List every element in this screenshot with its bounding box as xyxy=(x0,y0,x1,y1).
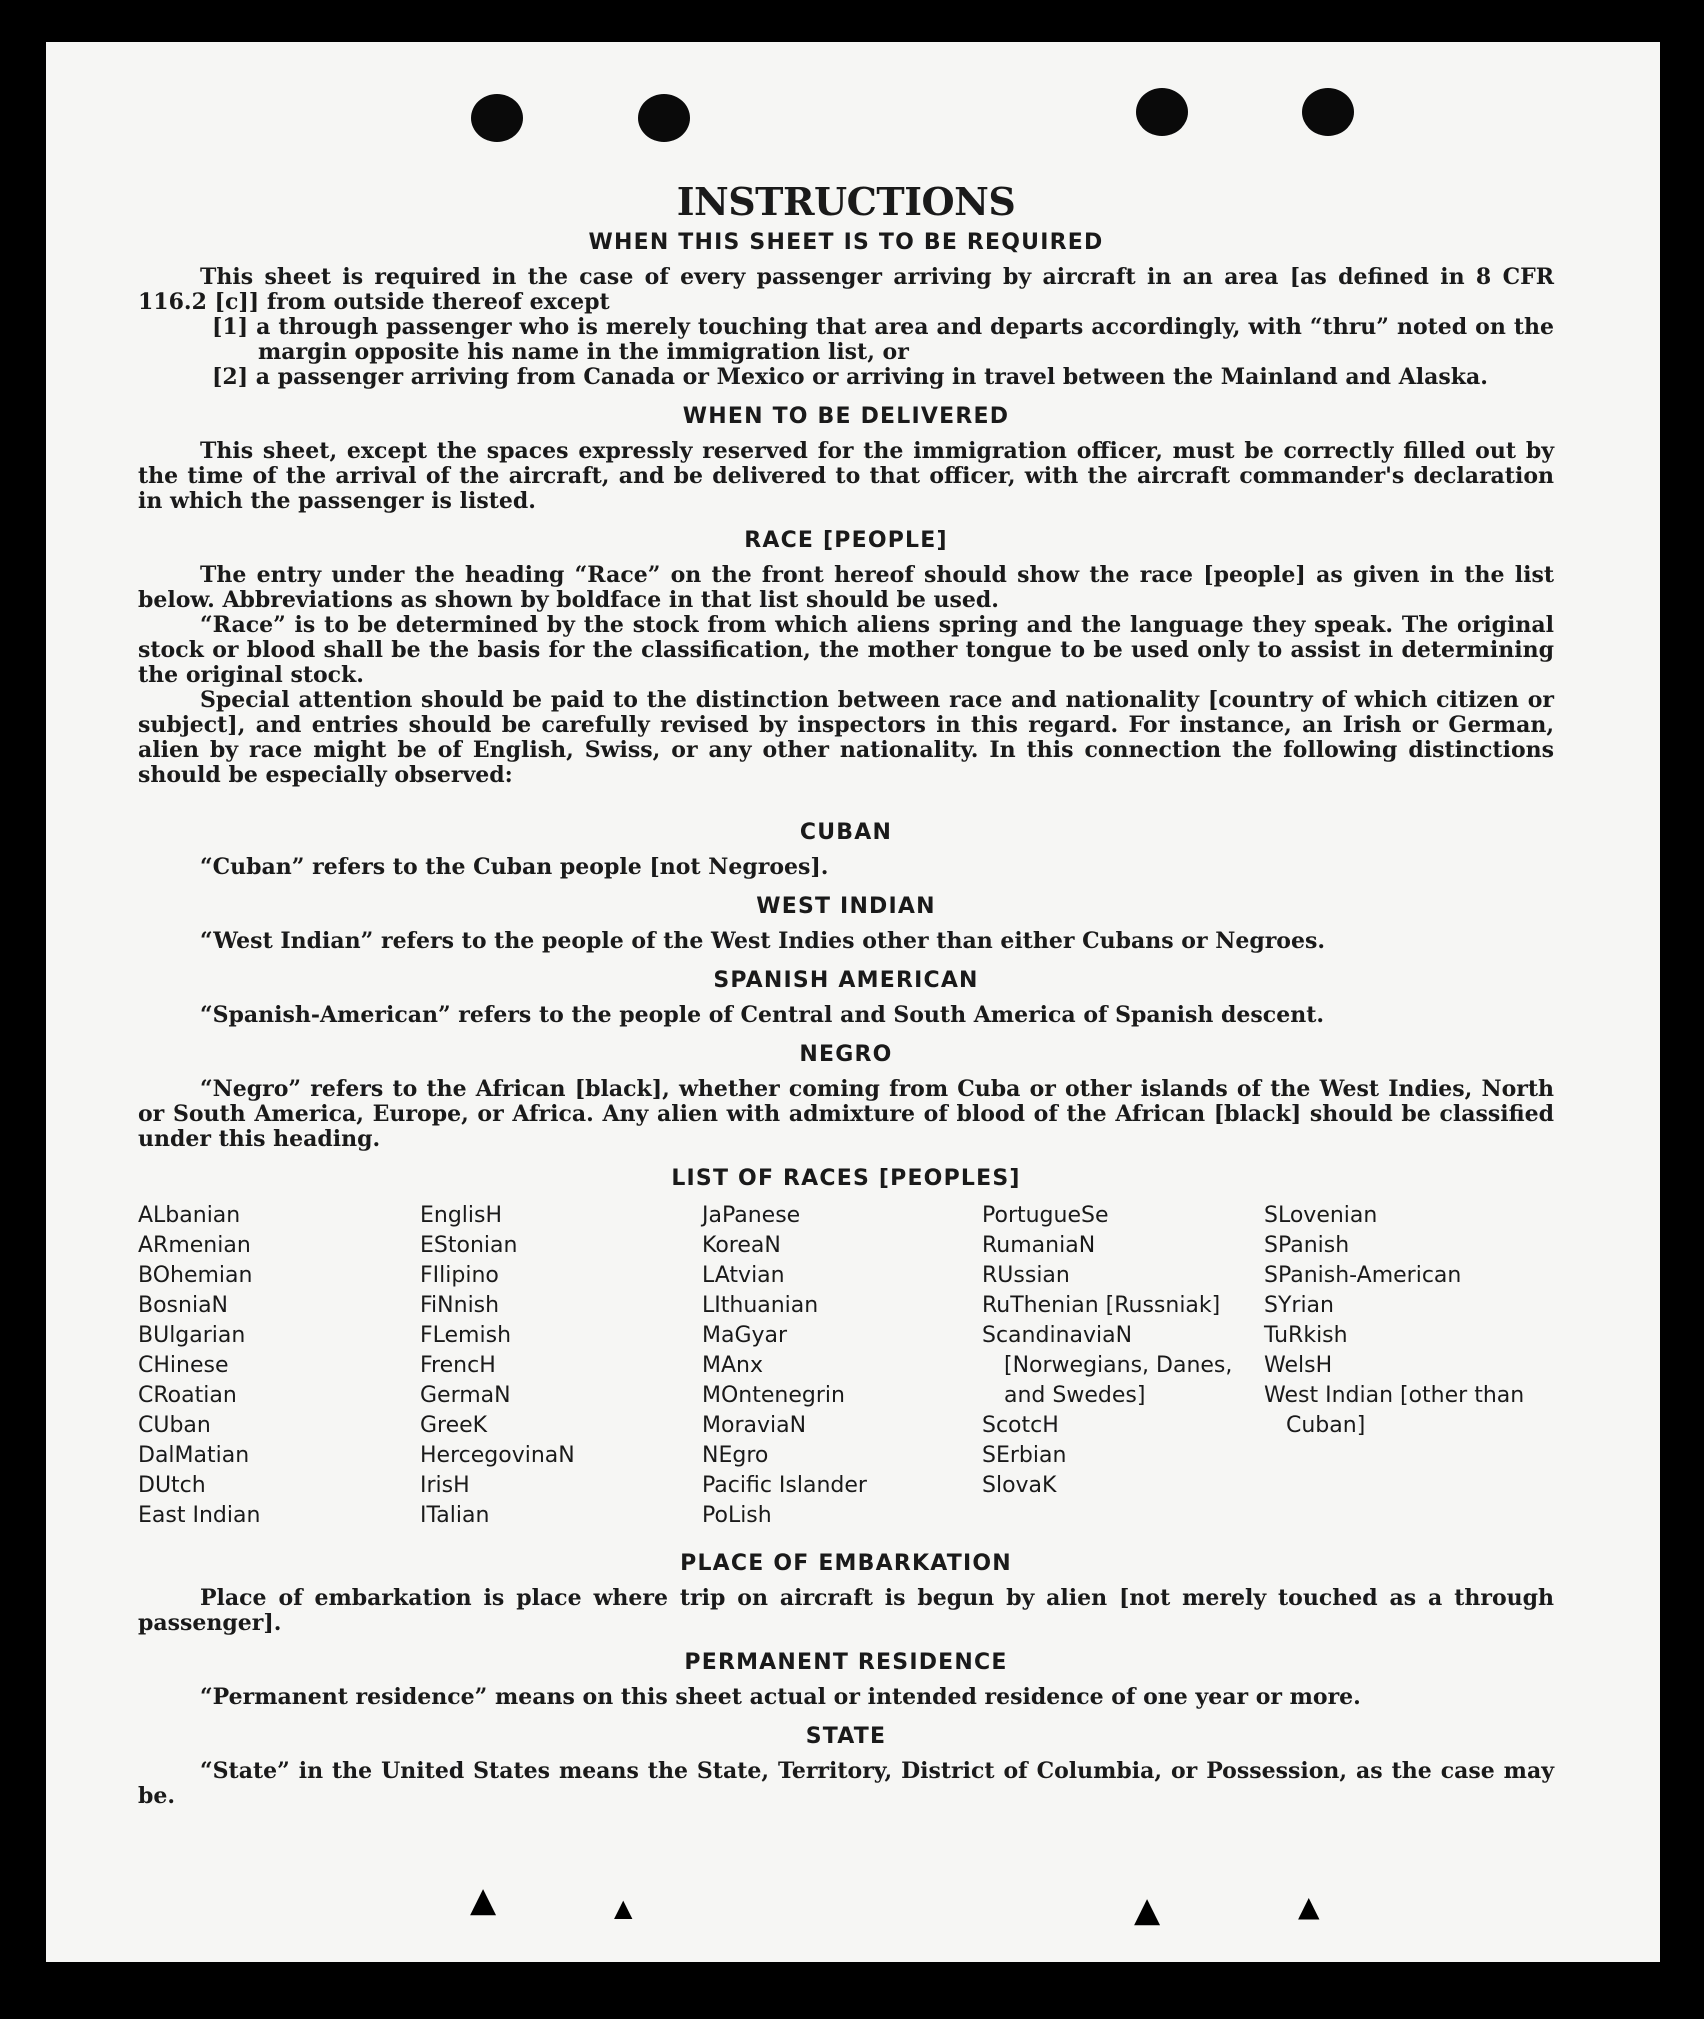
punch-hole xyxy=(638,94,690,142)
race-item: BOhemian xyxy=(138,1263,253,1288)
race-item: PoLish xyxy=(702,1503,772,1528)
race-paragraph-3: Special attention should be paid to the distinction between race and nationality [country of which citizen or subject], and entries should be carefully revised by inspectors in this regard. For instance, an Irish or German, alien by race might be of English, Swiss, or any other nationality. In this connection the following distinctions should be especially observed: xyxy=(138,687,1554,788)
race-item: HercegovinaN xyxy=(420,1443,575,1468)
section-heading-embarkation: PLACE OF EMBARKATION xyxy=(680,1551,1012,1576)
race-item: RumaniaN xyxy=(982,1233,1096,1258)
race-item: BosniaN xyxy=(138,1293,229,1318)
race-item: CRoatian xyxy=(138,1383,237,1408)
required-intro: This sheet is required in the case of every passenger arriving by aircraft in an area [as defined in 8 CFR 116.2 [c]] from outside thereof except xyxy=(138,264,1554,315)
races-column xyxy=(420,1201,702,1531)
races-column xyxy=(702,1201,982,1531)
punch-hole xyxy=(1302,88,1354,136)
section-heading-negro: NEGRO xyxy=(799,1042,893,1067)
required-item-2: [2] a passenger arriving from Canada or Mexico or arriving in travel between the Mainland and Alaska. xyxy=(212,364,1488,390)
race-item: Pacific Islander xyxy=(702,1473,867,1498)
section-heading-race: RACE [PEOPLE] xyxy=(744,528,948,553)
section-heading-west-indian: WEST INDIAN xyxy=(756,894,936,919)
section-heading-list-of-races: LIST OF RACES [PEOPLES] xyxy=(671,1166,1021,1191)
race-item: JaPanese xyxy=(702,1203,801,1228)
race-item: PortugueSe xyxy=(982,1203,1109,1228)
punch-hole xyxy=(1136,88,1188,136)
spanish-american-text: “Spanish-American” refers to the people of Central and South America of Spanish descent. xyxy=(200,1002,1325,1028)
required-item-1: [1] a through passenger who is merely touching that area and departs accordingly, with “thru” noted on the margin opposite his name in the immigration list, or xyxy=(212,314,1554,365)
race-item: MAnx xyxy=(702,1353,763,1378)
race-item: FiNnish xyxy=(420,1293,500,1318)
edge-mark: ▲ xyxy=(1134,1890,1161,1930)
race-item: EStonian xyxy=(420,1233,518,1258)
race-item: IrisH xyxy=(420,1473,470,1498)
residence-text: “Permanent residence” means on this sheet actual or intended residence of one year or more. xyxy=(200,1684,1361,1710)
section-heading-cuban: CUBAN xyxy=(799,820,893,845)
race-item: SlovaK xyxy=(982,1473,1057,1498)
race-item: KoreaN xyxy=(702,1233,781,1258)
race-item: DalMatian xyxy=(138,1443,250,1468)
race-item: MOntenegrin xyxy=(702,1383,845,1408)
race-item: EnglisH xyxy=(420,1203,503,1228)
instructions-content xyxy=(138,137,1554,1809)
race-item: SYrian xyxy=(1264,1293,1334,1318)
race-item: LAtvian xyxy=(702,1263,785,1288)
race-item: ARmenian xyxy=(138,1233,251,1258)
race-paragraph-2: “Race” is to be determined by the stock from which aliens spring and the language they speak. The original stock or blood shall be the basis for the classification, the mother tongue to be used only to assist in determining the original stock. xyxy=(138,612,1554,688)
race-item: FrencH xyxy=(420,1353,496,1378)
west-indian-text: “West Indian” refers to the people of the West Indies other than either Cubans or Negroes. xyxy=(200,928,1326,954)
edge-mark: ▲ xyxy=(470,1880,497,1920)
cuban-text: “Cuban” refers to the Cuban people [not Negroes]. xyxy=(200,854,829,880)
race-item: East Indian xyxy=(138,1503,261,1528)
race-item: FLemish xyxy=(420,1323,512,1348)
negro-text: “Negro” refers to the African [black], whether coming from Cuba or other islands of the West Indies, North or South America, Europe, or Africa. Any alien with admixture of blood of the African [black] should be classified under this heading. xyxy=(138,1076,1554,1152)
race-item: CHinese xyxy=(138,1353,229,1378)
race-item: BUlgarian xyxy=(138,1323,246,1348)
race-item: NEgro xyxy=(702,1443,769,1468)
race-item: RUssian xyxy=(982,1263,1070,1288)
edge-mark: ▲ xyxy=(1298,1890,1320,1923)
race-paragraph-1: The entry under the heading “Race” on the front hereof should show the race [people] as given in the list below. Abbreviations as shown by boldface in that list should be used. xyxy=(138,562,1554,613)
races-list xyxy=(138,1201,1554,1531)
race-item: GermaN xyxy=(420,1383,511,1408)
race-item: TuRkish xyxy=(1264,1323,1348,1348)
races-column xyxy=(1264,1201,1544,1531)
race-item: SPanish xyxy=(1264,1233,1350,1258)
state-text: “State” in the United States means the State, Territory, District of Columbia, or Possession, as the case may be. xyxy=(138,1758,1554,1809)
race-item: WelsH xyxy=(1264,1353,1333,1378)
section-heading-spanish-american: SPANISH AMERICAN xyxy=(713,968,979,993)
race-item: MaGyar xyxy=(702,1323,788,1348)
race-item: CUban xyxy=(138,1413,211,1438)
race-item: DUtch xyxy=(138,1473,206,1498)
race-item: RuThenian [Russniak] xyxy=(982,1293,1221,1318)
delivered-text: This sheet, except the spaces expressly reserved for the immigration officer, must be correctly filled out by the time of the arrival of the aircraft, and be delivered to that officer, with the aircraft commander's declaration in which the passenger is listed. xyxy=(138,438,1554,514)
race-item: LIthuanian xyxy=(702,1293,819,1318)
race-item: SLovenian xyxy=(1264,1203,1378,1228)
race-item: SErbian xyxy=(982,1443,1067,1468)
race-item: MoraviaN xyxy=(702,1413,807,1438)
embarkation-text: Place of embarkation is place where trip on aircraft is begun by alien [not merely touched as a through passenger]. xyxy=(138,1585,1554,1636)
races-column xyxy=(138,1201,420,1531)
races-column xyxy=(982,1201,1264,1531)
section-heading-state: STATE xyxy=(805,1724,887,1749)
race-item: ScandinaviaN [Norwegians, Danes, and Swedes] xyxy=(982,1323,1233,1408)
race-item: FIlipino xyxy=(420,1263,499,1288)
edge-mark: ▲ xyxy=(614,1894,633,1922)
race-item: ITalian xyxy=(420,1503,490,1528)
section-heading-required: WHEN THIS SHEET IS TO BE REQUIRED xyxy=(588,230,1104,255)
page-title: INSTRUCTIONS xyxy=(676,179,1016,224)
race-item: West Indian [other than Cuban] xyxy=(1264,1383,1525,1438)
race-item: SPanish-American xyxy=(1264,1263,1462,1288)
document-page xyxy=(46,42,1660,1962)
section-heading-residence: PERMANENT RESIDENCE xyxy=(684,1650,1008,1675)
race-item: ALbanian xyxy=(138,1203,241,1228)
race-item: GreeK xyxy=(420,1413,488,1438)
section-heading-delivered: WHEN TO BE DELIVERED xyxy=(682,404,1010,429)
punch-hole xyxy=(471,94,523,142)
race-item: ScotcH xyxy=(982,1413,1059,1438)
